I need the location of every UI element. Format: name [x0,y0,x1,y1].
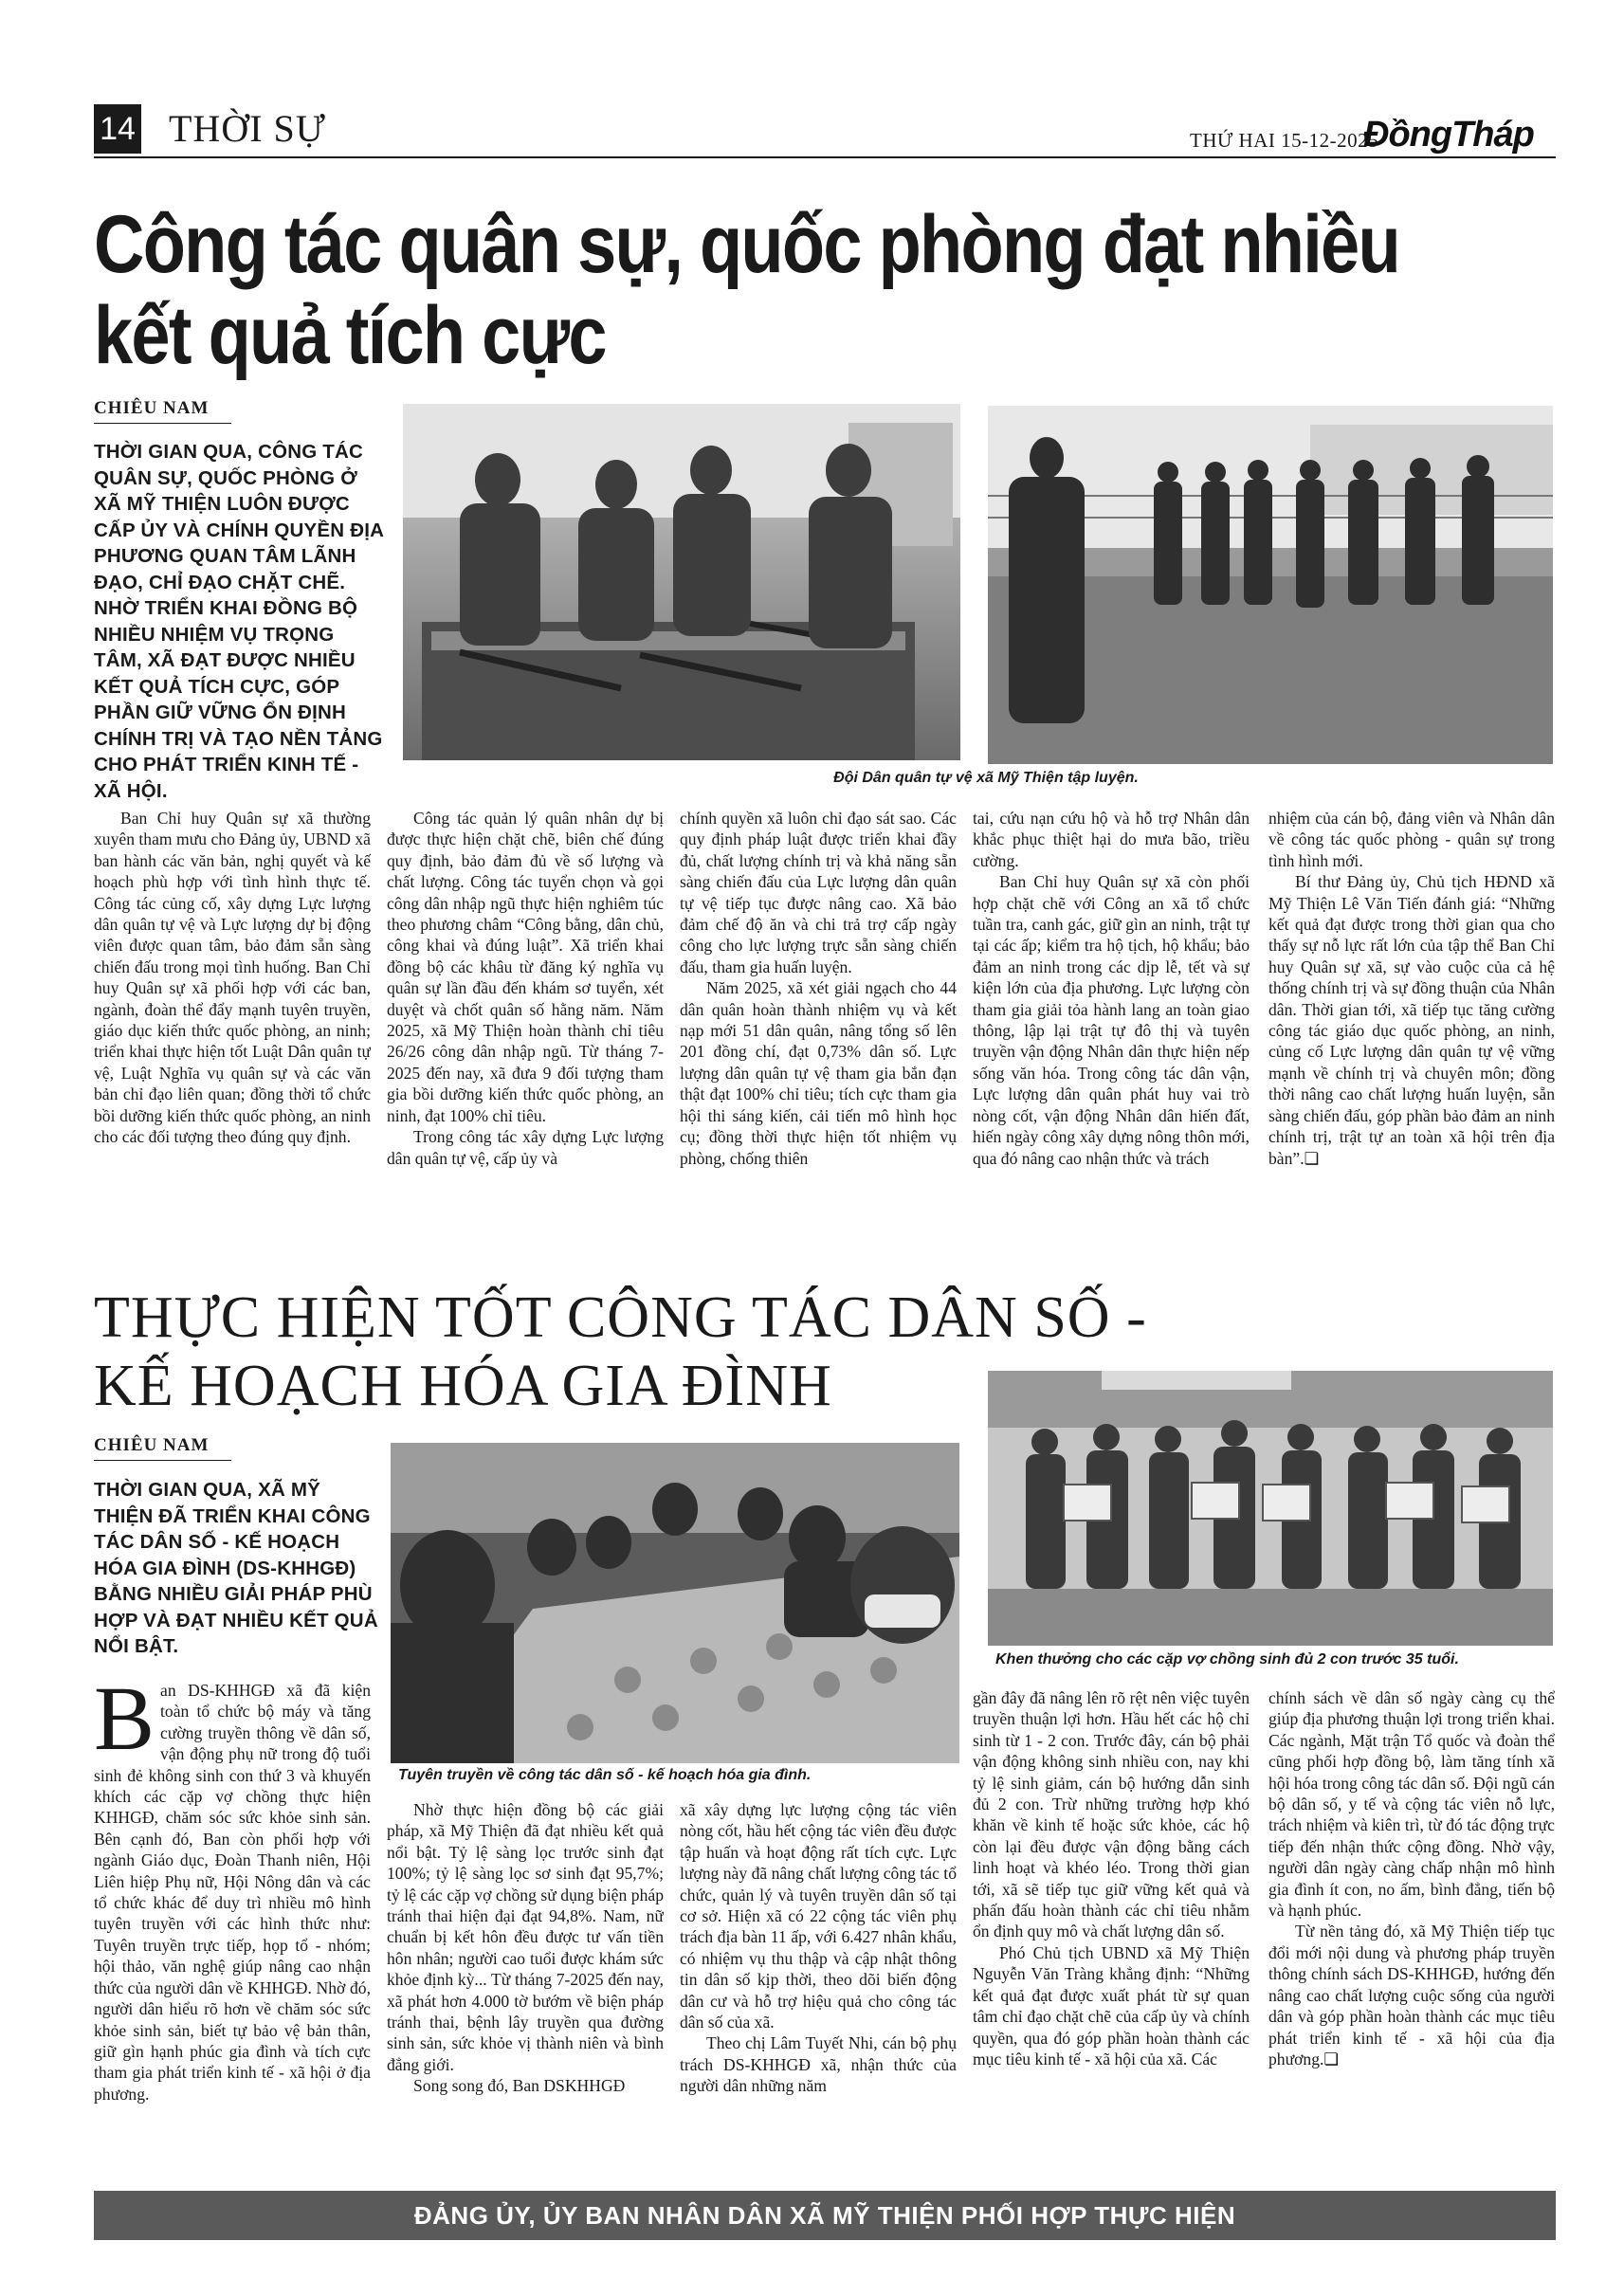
article1-col4-paragraph-1: tai, cứu nạn cứu hộ và hỗ trợ Nhân dân khắc phục thiệt hại do mưa bão, triều cường. [973,809,1250,870]
article2-col5-paragraph-2: Từ nền tảng đó, xã Mỹ Thiện tiếp tục đổi mới nội dung và phương pháp truyền thông chính sách DS-KHHGĐ, hướng đến nâng cao chất lượng cuộc sống của người dân và góp phần hoàn thành các mục tiêu phát triển kinh tế - xã hội của địa phương.❏ [1268,1922,1555,2068]
article1-col3-paragraph-1: chính quyền xã luôn chỉ đạo sát sao. Các quy định pháp luật được triển khai đầy đủ, chất lượng chính trị và khả năng sẵn sàng chiến đấu của Lực lượng dân quân tự vệ tiếp tục được nâng cao. Xã bảo đảm chế độ ăn và chi trả trợ cấp ngày công cho lực lượng trực sẵn sàng chiến đấu, tham gia huấn luyện. [680,809,957,976]
article2-col1-paragraph [94,1680,371,2105]
article2-column-4 [973,1687,1250,2173]
article1-photo-caption: Đội Dân quân tự vệ xã Mỹ Thiện tập luyện. [833,770,1139,786]
article1-author: CHIÊU NAM [94,398,210,418]
article1-headline-line2: kết quả tích cực [94,290,606,381]
article2-headline-line1: THỰC HIỆN TỐT CÔNG TÁC DÂN SỐ - [94,1285,1147,1350]
article1-column-2 [387,808,664,1248]
page-number: 14 [94,104,141,154]
article2-column-3 [680,1799,957,2173]
section-name: THỜI SỰ [169,107,326,150]
article2-dropcap: B [94,1680,155,1769]
article1-photo-field-drill [988,406,1553,764]
article1-author-rule [94,423,231,424]
article2-author-rule [94,1460,231,1461]
article1-col2-paragraph-1: Công tác quản lý quân nhân dự bị được thực hiện chặt chẽ, biên chế đúng quy định, bảo đảm đủ về số lượng và chất lượng. Công tác tuyển chọn và gọi công dân nhập ngũ thực hiện nghiêm túc theo phương châm “Công bằng, dân chủ, công khai và đúng luật”. Xã triển khai đồng bộ các khâu từ đăng ký nghĩa vụ quân sự lần đầu đến khám sơ tuyển, xét duyệt và chốt quân số hằng năm. Năm 2025, xã Mỹ Thiện hoàn thành chỉ tiêu 26/26 công dân nhập ngũ. Từ tháng 7-2025 đến nay, xã đưa 9 đối tượng tham gia bồi dưỡng kiến thức quốc phòng, an ninh, đạt 100% chỉ tiêu. [387,809,664,1125]
article1-column-4 [973,808,1250,1248]
sponsor-banner: ĐẢNG ỦY, ỦY BAN NHÂN DÂN XÃ MỸ THIỆN PHỐI HỢP THỰC HIỆN [94,2191,1556,2240]
article2-col1-text: an DS-KHHGĐ xã đã kiện toàn tổ chức bộ máy và tăng cường truyền thông về dân số, vận động phụ nữ trong độ tuổi sinh đẻ không sinh con thứ 3 và khuyến khích các cặp vợ chồng thực hiện KHHGĐ, chăm sóc sức khỏe sinh sản. Bên cạnh đó, Ban còn phối hợp với ngành Giáo dục, Đoàn Thanh niên, Hội Liên hiệp Phụ nữ, Hội Nông dân và các tổ chức khác để duy trì nhiều mô hình tuyên truyền với các hình thức như: Tuyên truyền trực tiếp, họp tổ - nhóm; hội thảo, văn nghệ giúp nâng cao nhận thức của người dân về KHHGĐ. Nhờ đó, người dân hiểu rõ hơn về chăm sóc sức khỏe sinh sản, biết tự bảo vệ bản thân, giữ gìn hạnh phúc gia đình và tích cực tham gia phát triển kinh tế - xã hội ở địa phương. [94,1681,371,2104]
article1-col4-paragraph-2: Ban Chỉ huy Quân sự xã còn phối hợp chặt chẽ với Công an xã tổ chức tuần tra, canh gác, giữ gìn an ninh, trật tự tại các ấp; kiểm tra hộ tịch, hộ khẩu; bảo đảm an ninh trong các dịp lễ, tết và sự kiện lớn của địa phương. Lực lượng còn tham gia giải tỏa hành lang an toàn giao thông, lập lại trật tự đô thị và tuyên truyền vận động Nhân dân thực hiện nếp sống văn hóa. Trong công tác dân vận, Lực lượng dân quân phát huy vai trò nòng cốt, vận động Nhân dân hiến đất, hiến ngày công xây dựng nông thôn mới, qua đó nâng cao nhận thức và trách [973,872,1250,1168]
article1-column-1 [94,808,371,1248]
article2-col3-paragraph-2: Theo chị Lâm Tuyết Nhi, cán bộ phụ trách DS-KHHGĐ xã, nhận thức của người dân những năm [680,2033,957,2096]
article2-column-1 [94,1680,371,2173]
article2-photo1-caption: Tuyên truyền về công tác dân số - kế hoạch hóa gia đình. [398,1767,812,1783]
article2-author: CHIÊU NAM [94,1435,210,1455]
article2-col4-paragraph-1: gần đây đã nâng lên rõ rệt nên việc tuyên truyền thuận lợi hơn. Hầu hết các hộ chỉ sinh từ 1 - 2 con. Trước đây, cán bộ phải vận động không sinh nhiều con, nay khi tỷ lệ sinh giảm, cán bộ hướng dẫn sinh đủ 2 con. Trừ những trường hợp khó khăn về kinh tế hoặc sức khỏe, các hộ còn lại đều được vận động bằng cách linh hoạt và khéo léo. Trong thời gian tới, xã sẽ tiếp tục giữ vững kết quả và phấn đấu hoàn thành các chỉ tiêu nhằm ổn định quy mô và chất lượng dân số. [973,1688,1250,1941]
article1-col5-paragraph-2: Bí thư Đảng ủy, Chủ tịch HĐND xã Mỹ Thiện Lê Văn Tiến đánh giá: “Những kết quả đạt được trong thời gian qua cho thấy sự nỗ lực rất lớn của tập thể Ban Chỉ huy Quân sự xã, sự vào cuộc của cả hệ thống chính trị và sự đồng thuận của Nhân dân. Thời gian tới, xã tiếp tục tăng cường công tác giáo dục quốc phòng, an ninh, củng cố Lực lượng dân quân tự vệ vững mạnh về chính trị và chuyên môn; đồng thời nâng cao chất lượng huấn luyện, sẵn sàng chiến đấu, góp phần bảo đảm an ninh chính trị, trật tự an toàn xã hội trên địa bàn”.❏ [1268,872,1555,1168]
article2-column-5 [1268,1687,1555,2173]
article1-headline [94,199,1399,381]
article2-photo-award-ceremony [988,1371,1553,1646]
article2-sapo: THỜI GIAN QUA, XÃ MỸ THIỆN ĐÃ TRIỂN KHAI CÔNG TÁC DÂN SỐ - KẾ HOẠCH HÓA GIA ĐÌNH (DS-KHHGĐ) BẰNG NHIỀU GIẢI PHÁP PHÙ HỢP VÀ ĐẠT NHIỀU KẾT QUẢ NỔI BẬT. [94,1479,378,1657]
article2-photo2-caption: Khen thưởng cho các cặp vợ chồng sinh đủ 2 con trước 35 tuổi. [995,1651,1459,1667]
article1-col5-paragraph-1: nhiệm của cán bộ, đảng viên và Nhân dân về công tác quốc phòng - quân sự trong tình hình mới. [1268,809,1555,870]
article2-col4-paragraph-2: Phó Chủ tịch UBND xã Mỹ Thiện Nguyễn Văn Tràng khẳng định: “Những kết quả đạt được xuất phát từ sự quan tâm chỉ đạo chặt chẽ của cấp ủy và chính quyền, qua đó góp phần hoàn thành các mục tiêu kinh tế - xã hội của xã. Các [973,1942,1250,2068]
article2-column-2 [387,1799,664,2173]
article1-col3-paragraph-2: Năm 2025, xã xét giải ngạch cho 44 dân quân hoàn thành nhiệm vụ và kết nạp mới 51 dân quân, nâng tổng số lên 201 đồng chí, đạt 0,73% dân số. Lực lượng dân quân tự vệ tham gia bắn đạn thật đạt 100% chỉ tiêu; tích cực tham gia hội thi sáng kiến, cải tiến mô hình học cụ; đồng thời thực hiện tốt nhiệm vụ phòng, chống thiên [680,978,957,1168]
article1-headline-line1: Công tác quân sự, quốc phòng đạt nhiều [94,199,1399,290]
article2-col5-paragraph-1: chính sách về dân số ngày càng cụ thể giúp địa phương thuận lợi trong triển khai. Các ngành, Mặt trận Tổ quốc và đoàn thể cũng phối hợp đồng bộ, làm tăng tính xã hội hóa trong công tác dân số. Đội ngũ cán bộ dân số, y tế và cộng tác viên nỗ lực, trách nhiệm và kiên trì, từ đó tác động trực tiếp đến nhận thức cộng đồng. Nhờ vậy, người dân ngày càng chấp nhận mô hình gia đình ít con, no ấm, bình đẳng, tiến bộ và hạnh phúc. [1268,1688,1555,1921]
header-divider [94,156,1556,158]
article2-col2-paragraph-2: Song song đó, Ban DSKHHGĐ [413,2076,626,2096]
newspaper-logo: ĐồngTháp [1363,115,1534,155]
article2-col3-paragraph-1: xã xây dựng lực lượng cộng tác viên nòng cốt, hầu hết cộng tác viên đều được tập huấn và hoạt động rất tích cực. Lực lượng này đã nâng chất lượng công tác tổ chức, quản lý và tuyên truyền dân số tại cơ sở. Hiện xã có 22 cộng tác viên phụ trách địa bàn 11 ấp, với 6.427 nhân khẩu, có nhiệm vụ thu thập và cập nhật thông tin dân số kịp thời, theo dõi biến động dân cư và hỗ trợ hiệu quả cho công tác dân số của xã. [680,1800,957,2032]
article1-col2-paragraph-2: Trong công tác xây dựng Lực lượng dân quân tự vệ, cấp ủy và [387,1127,664,1168]
article2-col2-paragraph-1: Nhờ thực hiện đồng bộ các giải pháp, xã Mỹ Thiện đã đạt nhiều kết quả nổi bật. Tỷ lệ sàng lọc trước sinh đạt 100%; tỷ lệ sàng lọc sơ sinh đạt 95,7%; tỷ lệ các cặp vợ chồng sử dụng biện pháp tránh thai hiện đại đạt 94,8%. Nam, nữ chuẩn bị kết hôn đều được tư vấn tiền hôn nhân; người cao tuổi được khám sức khỏe định kỳ... Từ tháng 7-2025 đến nay, xã phát hơn 4.000 tờ bướm về biện pháp tránh thai, bệnh lây truyền qua đường sinh sản, sức khỏe vị thành niên và bình đẳng giới. [387,1800,664,2074]
article1-photo-weapons-training [403,404,960,760]
article1-column-3 [680,808,957,1248]
issue-date: THỨ HAI 15-12-2025 [1190,129,1379,152]
article2-headline-line2: KẾ HOẠCH HÓA GIA ĐÌNH [94,1354,832,1418]
article2-photo-communication-session [391,1443,959,1763]
article1-column-5 [1268,808,1555,1248]
article1-sapo: THỜI GIAN QUA, CÔNG TÁC QUÂN SỰ, QUỐC PHÒNG Ở XÃ MỸ THIỆN LUÔN ĐƯỢC CẤP ỦY VÀ CHÍNH QUYỀN ĐỊA PHƯƠNG QUAN TÂM LÃNH ĐẠO, CHỈ ĐẠO CHẶT CHẼ. NHỜ TRIỂN KHAI ĐỒNG BỘ NHIỀU NHIỆM VỤ TRỌNG TÂM, XÃ ĐẠT ĐƯỢC NHIỀU KẾT QUẢ TÍCH CỰC, GÓP PHẦN GIỮ VỮNG ỔN ĐỊNH CHÍNH TRỊ VÀ TẠO NỀN TẢNG CHO PHÁT TRIỂN KINH TẾ - XÃ HỘI. [94,441,384,802]
article1-col1-paragraph: Ban Chỉ huy Quân sự xã thường xuyên tham mưu cho Đảng ủy, UBND xã ban hành các văn bản, nghị quyết và kế hoạch phù hợp với tình hình thực tế. Công tác củng cố, xây dựng Lực lượng dân quân tự vệ và Lực lượng dự bị động viên được quan tâm, bảo đảm sẵn sàng chiến đấu trong mọi tình huống. Ban Chỉ huy Quân sự xã phối hợp với các ban, ngành, đoàn thể đẩy mạnh tuyên truyền, giáo dục kiến thức quốc phòng, an ninh; triển khai thực hiện tốt Luật Dân quân tự vệ, Luật Nghĩa vụ quân sự và các văn bản chỉ đạo liên quan; đồng thời tổ chức bồi dưỡng kiến thức quốc phòng, an ninh cho các đối tượng theo đúng quy định. [94,809,371,1147]
